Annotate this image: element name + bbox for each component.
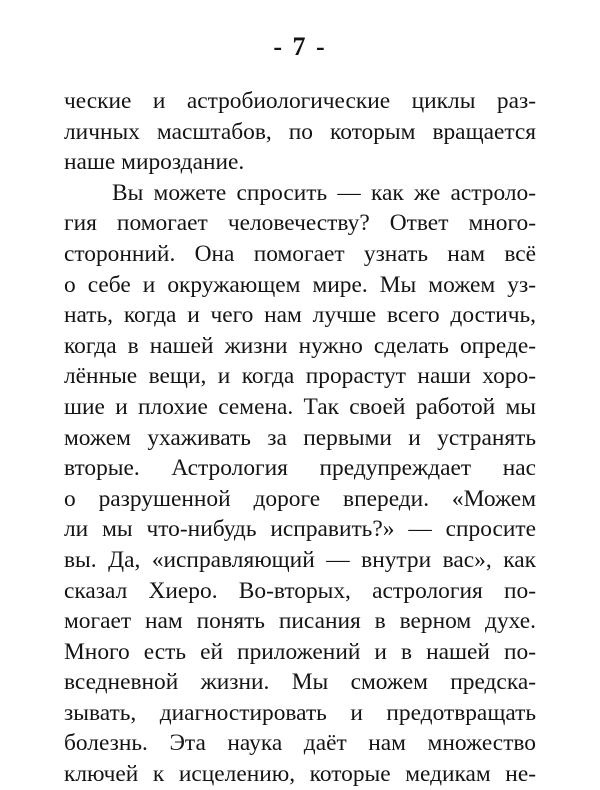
text-line: зывать, диагностировать и предотвращать	[64, 699, 536, 726]
text-line: болезнь. Эта наука даёт нам множество	[64, 730, 536, 757]
text-line: Вы можете спросить — как же астроло-	[112, 179, 536, 206]
paragraph	[64, 86, 536, 178]
text-line: нать, когда и чего нам лучше всего достичь,	[64, 302, 536, 329]
text-line: лённые вещи, и когда прорастут наши хоро-	[64, 363, 536, 390]
text-line: ли мы что-нибудь исправить?» — спросите	[64, 516, 536, 543]
text-line: шие и плохие семена. Так своей работой мы	[64, 393, 536, 420]
text-line: о разрушенной дороге впереди. «Можем	[64, 485, 536, 512]
text-line: личных масштабов, по которым вращается	[64, 118, 536, 145]
text-line: о себе и окружающем мире. Мы можем уз-	[64, 271, 536, 298]
text-line: когда в нашей жизни нужно сделать опреде-	[64, 332, 536, 359]
text-line: вторые. Астрология предупреждает нас	[64, 455, 536, 482]
paragraph	[64, 178, 536, 790]
text-line: можем ухаживать за первыми и устранять	[64, 424, 536, 451]
text-line: сторонний. Она помогает узнать нам всё	[64, 240, 536, 267]
text-line: вы. Да, «исправляющий — внутри вас», как	[64, 546, 536, 573]
text-line: сказал Хиеро. Во-вторых, астрология по-	[64, 577, 536, 604]
text-line: вседневной жизни. Мы сможем предска-	[64, 669, 536, 696]
text-line: ключей к исцелению, которые медикам не-	[64, 761, 536, 788]
text-line: могает нам понять писания в верном духе.	[64, 608, 536, 635]
text-line: Много есть ей приложений и в нашей по-	[64, 638, 536, 665]
text-line: ческие и астробиологические циклы раз-	[64, 88, 536, 114]
body-text	[64, 86, 536, 790]
text-line: наше мироздание.	[64, 149, 245, 176]
page-number: - 7 -	[273, 32, 327, 61]
text-line: гия помогает человечеству? Ответ много-	[64, 210, 536, 237]
